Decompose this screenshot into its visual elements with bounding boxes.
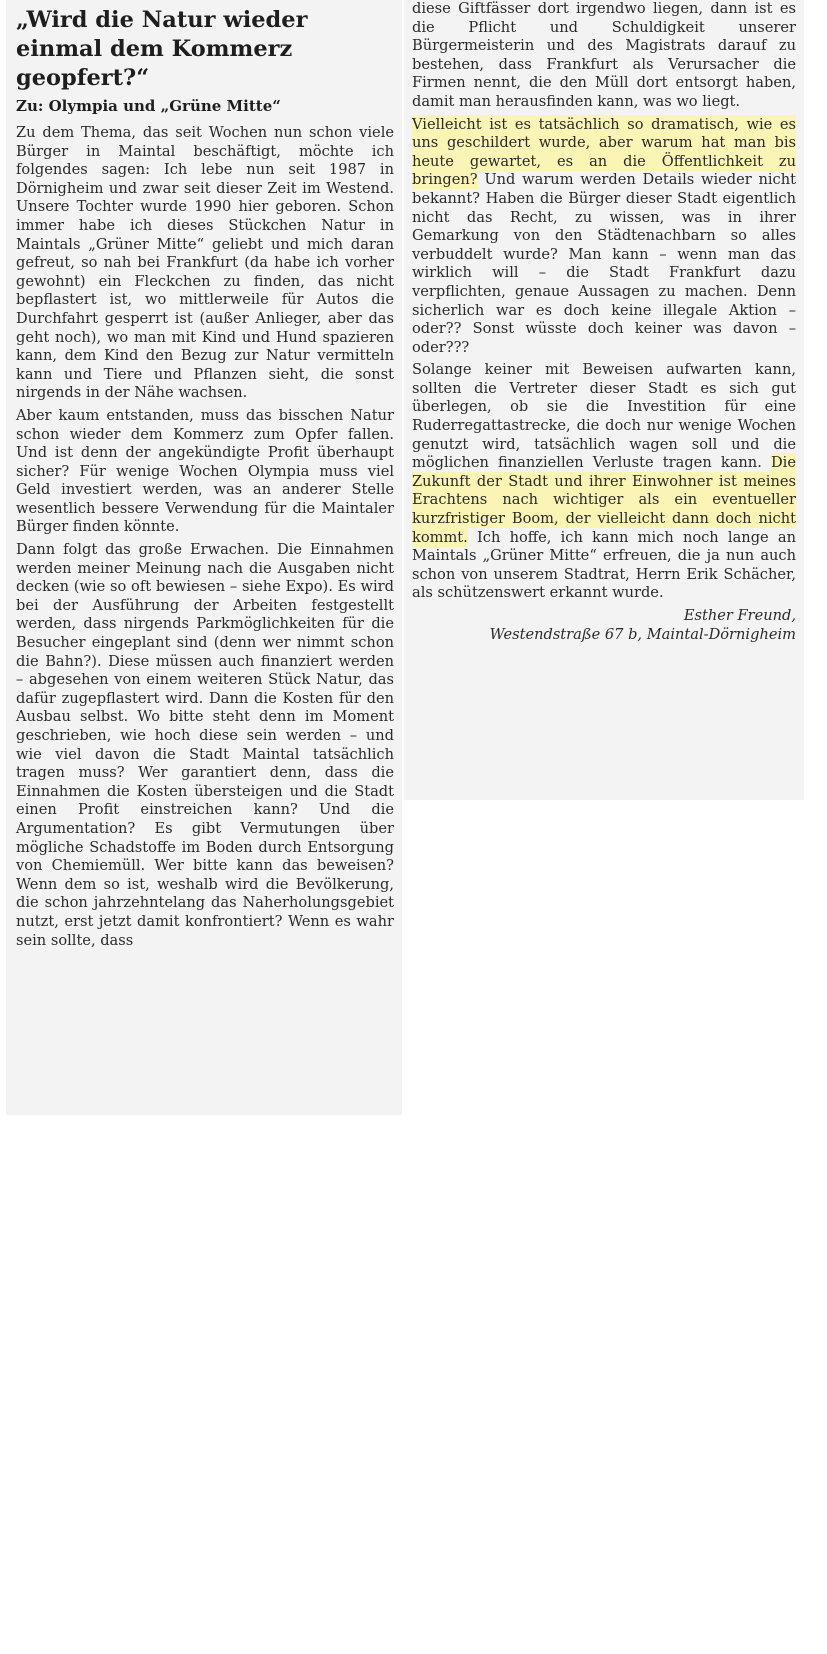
paragraph-1: Zu dem Thema, das seit Wochen nun schon viele Bürger in Maintal beschäftigt, möchte ich folgendes sagen: Ich lebe nun seit 1987 in Dörnigheim und zwar seit dieser Zeit im Westend. Unsere Tochter wurde 1990 hier geboren. Schon immer habe ich dieses Stückchen Natur in Maintals „Grüner Mitte“ geliebt und mich daran gefreut, so nah bei Frankfurt (da habe ich vorher gewohnt) ein Fleckchen zu finden, das nicht bepflastert ist, wo mittlerweile für Autos die Durchfahrt gesperrt ist (außer Anlieger, aber das geht noch), wo man mit Kind und Hund spazieren kann, dem Kind den Bezug zur Natur vermitteln kann und Tiere und Pflanzen sieht, die sonst nirgends in der Nähe wachsen.	[16, 124, 394, 402]
author-address: Westendstraße 67 b, Maintal-Dörnigheim	[489, 625, 796, 643]
article-left-column	[6, 0, 402, 1115]
paragraph-2: Aber kaum entstanden, muss das bisschen Natur schon wieder dem Kommerz zum Opfer fallen. Und ist denn der angekündigte Profit überhaupt sicher? Für wenige Wochen Olympia muss viel Geld investiert werden, was an anderer Stelle wesentlich bessere Verwendung für die Maintaler Bürger finden könnte.	[16, 406, 394, 536]
highlighted-text-1: Vielleicht ist es tatsächlich so dramatisch, wie es uns geschildert wurde, aber warum hat man bis heute gewartet, es an die Öffentlichkeit zu bringen?	[412, 115, 796, 189]
paragraph-5	[412, 116, 796, 358]
paragraph-3: Dann folgt das große Erwachen. Die Einnahmen werden meiner Meinung nach die Ausgaben nicht decken (wie so oft bewiesen – siehe Expo). Es wird bei der Ausführung der Arbeiten festgestellt werden, dass nirgends Parkmöglichkeiten für die Besucher eingeplant sind (denn wer nimmt schon die Bahn?). Diese müssen auch finanziert werden – abgesehen von einem weiteren Stück Natur, das dafür zugepflastert wird. Dann die Kosten für den Ausbau selbst. Wo bitte steht denn im Moment geschrieben, wie hoch diese sein werden – und wie viel davon die Stadt Maintal tatsächlich tragen muss? Wer garantiert denn, dass die Einnahmen die Kosten übersteigen und die Stadt einen Profit einstreichen kann? Und die Argumentation? Es gibt Vermutungen über mögliche Schadstoffe im Boden durch Entsorgung von Chemiemüll. Wer bitte kann das beweisen? Wenn dem so ist, weshalb wird die Bevölkerung, die schon jahrzehntelang das Naherholungsgebiet nutzt, erst jetzt damit konfrontiert? Wenn es wahr sein sollte, dass	[16, 541, 394, 949]
article-subtitle: Zu: Olympia und „Grüne Mitte“	[16, 97, 281, 115]
article-title: „Wird die Natur wieder einmal dem Kommerz geopfert?“	[16, 7, 308, 91]
author-name: Esther Freund,	[683, 607, 796, 624]
highlighted-text-2: Die Zukunft der Stadt und ihrer Einwohner ist meines Erachtens nach wichtiger als ein eventueller kurzfristiger Boom, der vielleicht dann doch nicht kommt.	[412, 454, 796, 546]
article-right-column	[404, 0, 804, 800]
paragraph-6	[412, 361, 796, 603]
paragraph-5-rest: Und warum werden Details wieder nicht bekannt? Haben die Bürger dieser Stadt eigentlich nicht das Recht, zu wissen, was in ihrer Gemarkung von den Städtenachbarn so alles verbuddelt wurde? Man kann – wenn man das wirklich will – die Stadt Frankfurt dazu verpflichten, genaue Aussagen zu machen. Denn sicherlich war es doch keine illegale Aktion – oder?? Sonst wüsste doch keiner was davon – oder???	[412, 171, 796, 356]
paragraph-6-start: Solange keiner mit Beweisen aufwarten kann, sollten die Vertreter dieser Stadt es sich gut überlegen, ob sie die Investition für eine Ruderregattastrecke, die doch nur wenige Wochen genutzt wird, tatsächlich wagen soll und die möglichen finanziellen Verluste tragen kann.	[412, 361, 796, 472]
paragraph-6-end: Ich hoffe, ich kann mich noch lange an Maintals „Grüner Mitte“ erfreuen, die ja nun auch schon von unserem Stadtrat, Herrn Erik Schächer, als schützenswert erkannt wurde.	[412, 528, 796, 602]
paragraph-4: diese Giftfässer dort irgendwo liegen, dann ist es die Pflicht und Schuldigkeit unserer Bürgermeisterin und des Magistrats darauf zu bestehen, dass Frankfurt als Verursacher die Firmen nennt, die den Müll dort entsorgt haben, damit man herausfinden kann, was wo liegt.	[412, 0, 796, 110]
